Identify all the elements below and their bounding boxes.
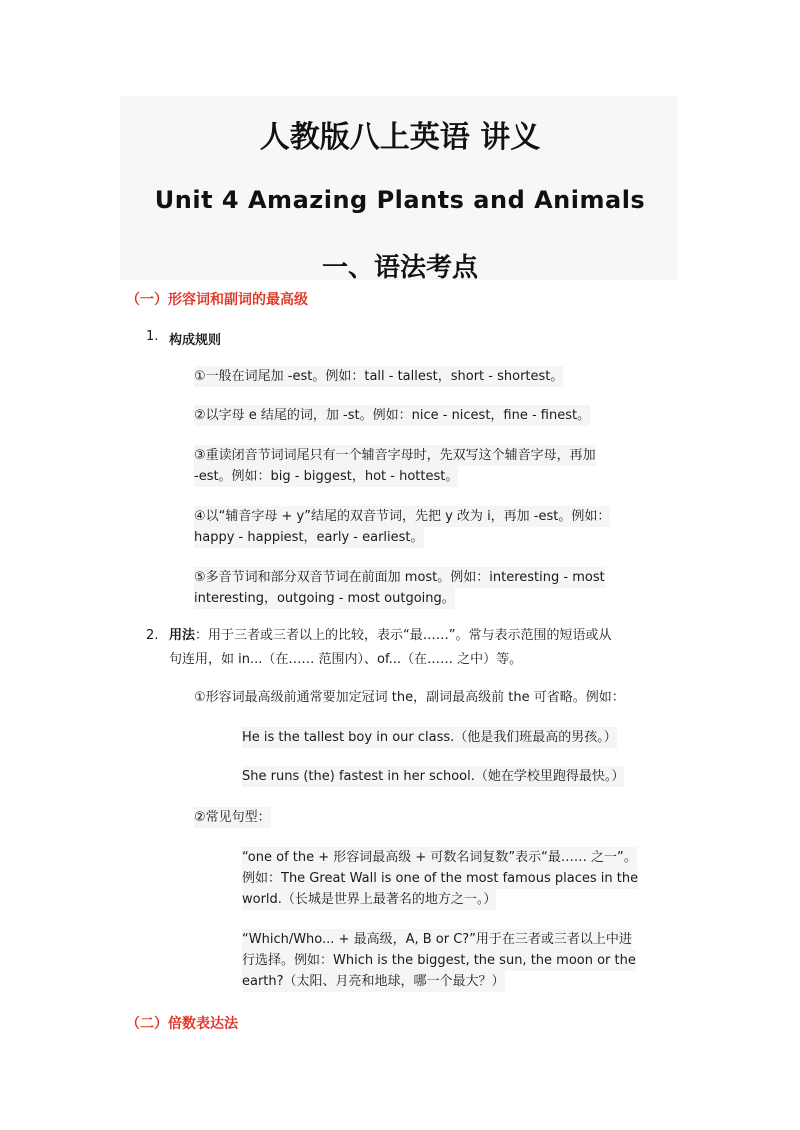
- pattern-line: 行选择。例如：Which is the biggest, the sun, the moon or the: [242, 950, 636, 971]
- pattern-line: earth?（太阳、月亮和地球，哪一个最大？）: [242, 971, 505, 992]
- rule-line: happy - happiest，early - earliest。: [194, 527, 424, 548]
- item-number: 2.: [146, 628, 159, 643]
- example-sentence: She runs (the) fastest in her school.（她在学校里跑得最快。）: [242, 766, 624, 787]
- usage-text: ：用于三者或三者以上的比较，表示“最……”。常与表示范围的短语或从: [195, 628, 612, 643]
- item-number: 1.: [146, 329, 159, 344]
- section-heading-multiples: （二）倍数表达法: [126, 1016, 238, 1032]
- pattern-line: 例如：The Great Wall is one of the most famous places in the: [242, 868, 638, 889]
- item-title: 构成规则: [169, 333, 222, 348]
- section-heading-superlatives: （一）形容词和副词的最高级: [126, 292, 308, 308]
- usage-line: 句连用，如 in...（在…… 范围内）、of...（在…… 之中）等。: [169, 652, 523, 667]
- rule-line: ①一般在词尾加 -est。例如：tall - tallest，short - shortest。: [194, 366, 563, 387]
- rule-line: interesting，outgoing - most outgoing。: [194, 588, 455, 609]
- pattern-line: “Which/Who... + 最高级，A, B or C?”用于在三者或三者以上中进: [242, 929, 632, 950]
- usage-label: 用法: [169, 628, 196, 643]
- usage-rule: ①形容词最高级前通常要加定冠词 the，副词最高级前 the 可省略。例如：: [194, 690, 625, 705]
- rule-line: ③重读闭音节词词尾只有一个辅音字母时，先双写这个辅音字母，再加: [194, 445, 596, 466]
- pattern-line: world.（长城是世界上最著名的地方之一。）: [242, 889, 496, 910]
- rule-line: -est。例如：big - biggest，hot - hottest。: [194, 466, 458, 487]
- rule-line: ⑤多音节词和部分双音节词在前面加 most。例如：interesting - most: [194, 567, 605, 588]
- usage-line: [169, 625, 612, 646]
- part-title: 一、语法考点: [321, 253, 478, 283]
- usage-rule: ②常见句型：: [194, 807, 271, 828]
- rule-line: ②以字母 e 结尾的词，加 -st。例如：nice - nicest，fine - finest。: [194, 405, 590, 426]
- unit-title: Unit 4 Amazing Plants and Animals: [154, 186, 646, 214]
- pattern-line: “one of the + 形容词最高级 + 可数名词复数”表示“最…… 之一”。: [242, 847, 637, 868]
- rule-line: ④以“辅音字母 + y”结尾的双音节词，先把 y 改为 i，再加 -est。例如：: [194, 506, 610, 527]
- example-sentence: He is the tallest boy in our class.（他是我们班最高的男孩。）: [242, 727, 617, 748]
- document-title: 人教版八上英语 讲义: [259, 120, 541, 155]
